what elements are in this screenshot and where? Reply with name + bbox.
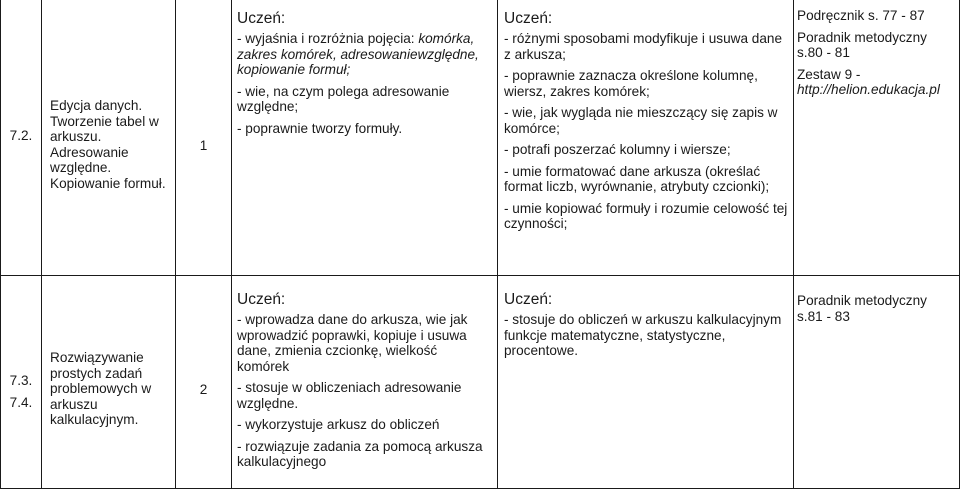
list-item: - wyjaśnia i rozróżnia pojęcia: komórka, zakres komórek, adresowaniewzględne, kopiowanie formuł; (237, 31, 479, 77)
row2-resources (797, 293, 955, 330)
resource-textbook: Podręcznik s. 77 - 87 (797, 8, 925, 23)
row2-number: 7.3. 7.4. (9, 373, 33, 410)
list-item: - różnymi sposobami modyfikuje i usuwa dane z arkusza; (504, 31, 783, 62)
basic-heading: Uczeń: (237, 291, 286, 308)
list-item: - poprawnie zaznacza określone kolumnę, wiersz, zakres komórek; (504, 68, 758, 99)
row1-topic: Edycja danych. Tworzenie tabel w arkuszu. Adresowanie względne. Kopiowanie formuł. (50, 98, 166, 191)
list-item: - rozwiązuje zadania za pomocą arkusza kalkulacyjnego (237, 438, 483, 469)
extended-heading: Uczeń: (504, 10, 553, 27)
list-item: - wykorzystuje arkusz do obliczeń (237, 417, 440, 432)
row2-hours: 2 (199, 382, 208, 397)
row1-resources (797, 8, 955, 104)
list-item: - poprawnie tworzy formuły. (237, 120, 403, 136)
list-item: - wprowadza dane do arkusza, wie jak wprowadzić poprawki, kopiuje i usuwa dane, zmienia czcionkę, wielkość komórek (237, 312, 468, 374)
list-item: - stosuje do obliczeń w arkuszu kalkulacyjnym funkcje matematyczne, statystyczne, procentowe. (504, 312, 782, 358)
resource-set: Zestaw 9 - http://helion.edukacja.pl (797, 66, 940, 97)
list-item: - stosuje w obliczeniach adresowanie względne. (237, 380, 462, 411)
row2-topic: Rozwiązywanie prostych zadań problemowych w arkuszu kalkulacyjnym. (50, 350, 152, 427)
basic-heading: Uczeń: (237, 10, 286, 27)
resource-guide: Poradnik metodyczny s.80 - 81 (797, 29, 927, 60)
extended-heading: Uczeń: (504, 291, 553, 308)
resource-link[interactable]: http://helion.edukacja.pl (797, 82, 940, 97)
resource-guide: Poradnik metodyczny s.81 - 83 (797, 293, 927, 324)
list-item: - wie, na czym polega adresowanie względne; (237, 83, 450, 114)
list-item: - wie, jak wygląda nie mieszczący się zapis w komórce; (504, 105, 778, 136)
row2-extended-requirements (504, 291, 788, 365)
list-item: - umie formatować dane arkusza (określać format liczb, wyrównanie, atrybuty czcionki); (504, 163, 770, 194)
list-item: - potrafi poszerzać kolumny i wiersze; (504, 142, 731, 157)
row1-number: 7.2. (9, 128, 33, 143)
row1-hours: 1 (199, 138, 208, 153)
row1-basic-requirements (237, 10, 489, 142)
list-item: - umie kopiować formuły i rozumie celowość tej czynności; (504, 200, 788, 231)
row1-extended-requirements (504, 10, 788, 238)
row2-basic-requirements (237, 291, 491, 476)
